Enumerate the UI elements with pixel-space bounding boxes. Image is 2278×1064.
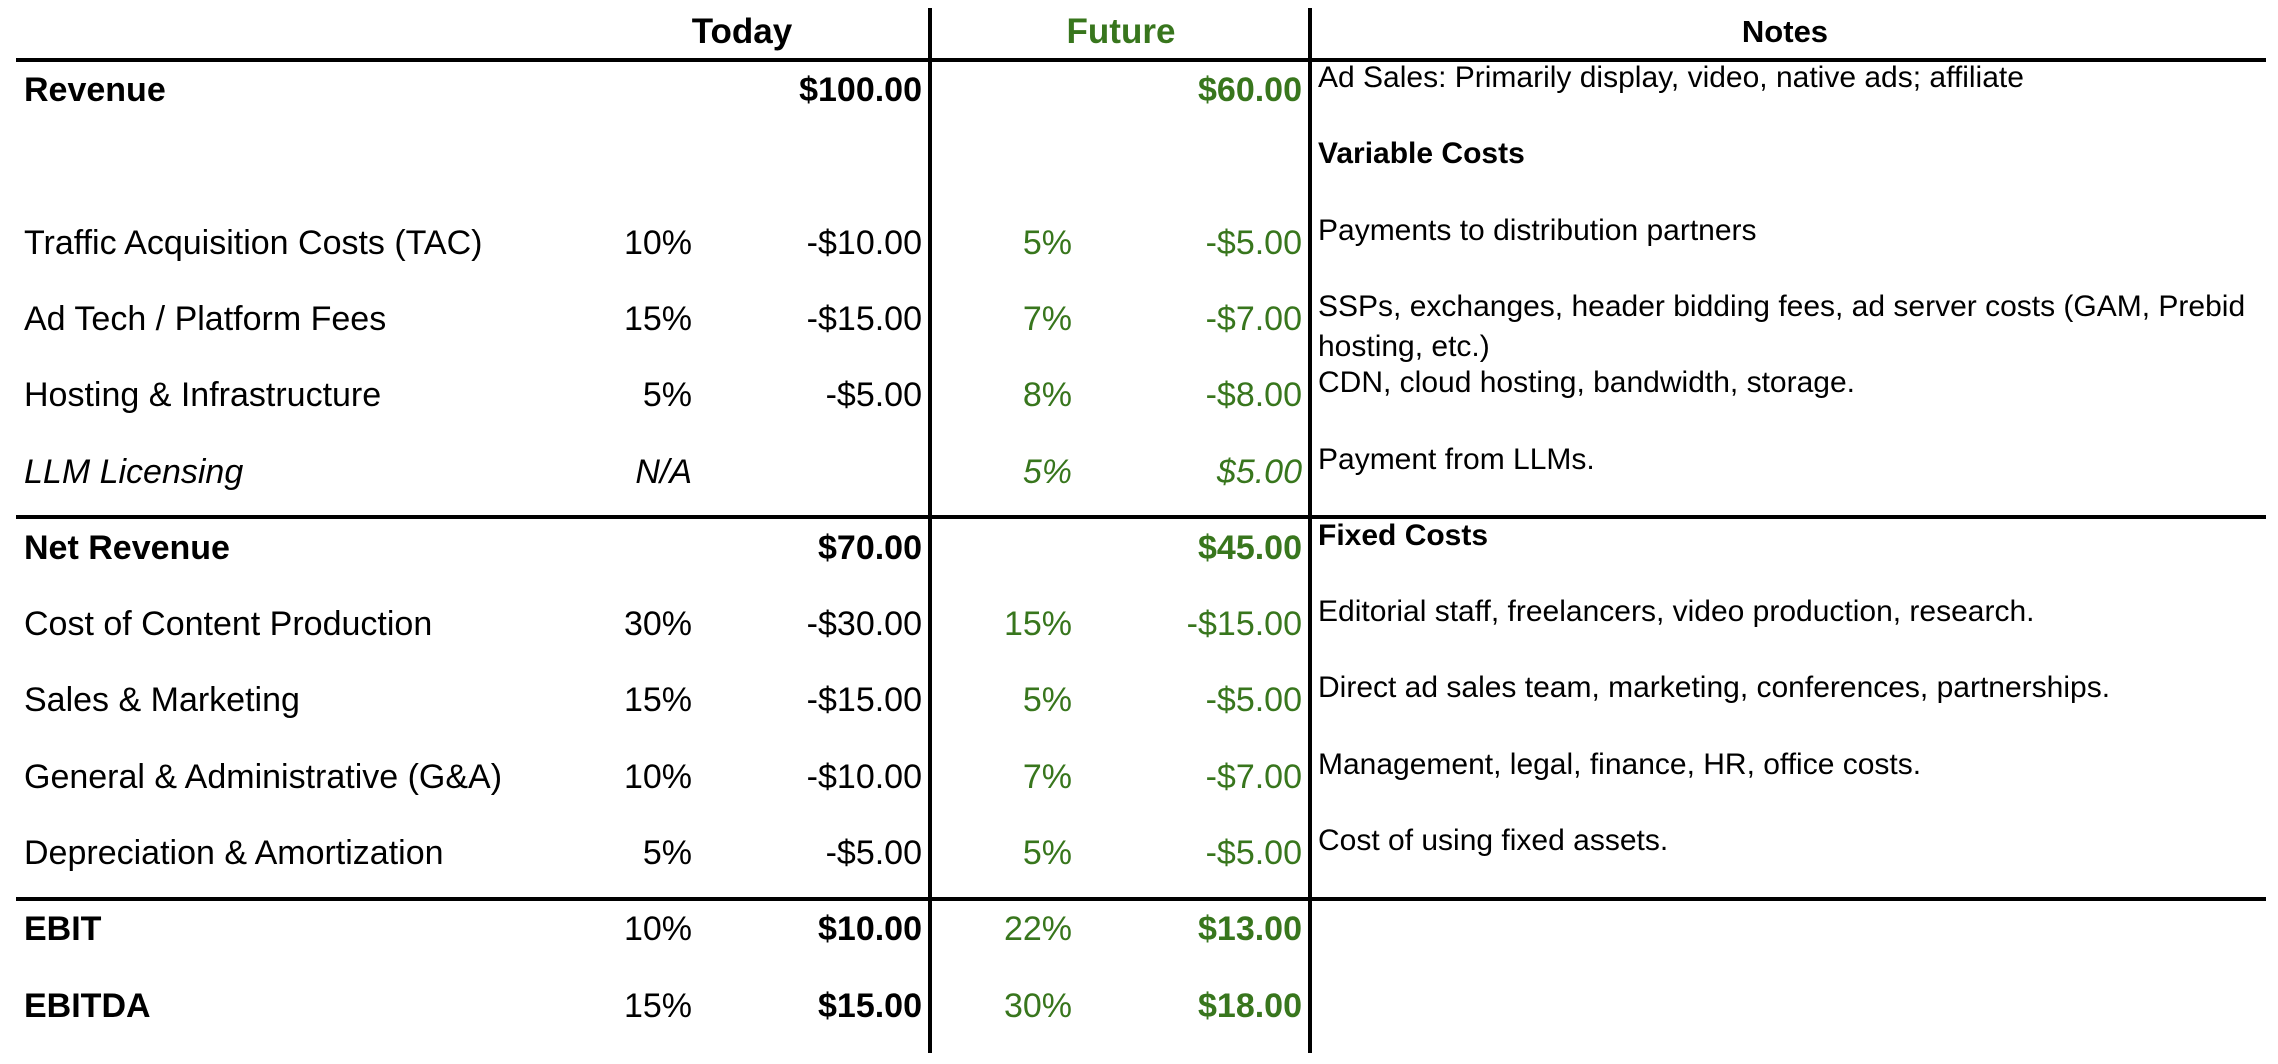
future-percent: [940, 510, 1072, 586]
row-label: LLM Licensing: [24, 452, 244, 491]
future-value: -$5.00: [1205, 223, 1302, 262]
row-label: Sales & Marketing: [24, 681, 300, 720]
future-value: -$5.00: [1205, 681, 1302, 720]
today-percent: [560, 128, 692, 204]
future-value: -$7.00: [1205, 299, 1302, 338]
row-note: SSPs, exchanges, header bidding fees, ad server costs (GAM, Prebid hosting, etc.): [1318, 289, 2246, 363]
table-row: [0, 586, 2278, 662]
notes-header: Notes: [1741, 14, 1829, 49]
row-label: EBIT: [24, 910, 102, 949]
table-row: [0, 434, 2278, 510]
today-value: -$5.00: [825, 376, 922, 415]
row-label: Net Revenue: [24, 528, 230, 567]
row-note: Payments to distribution partners: [1318, 213, 1757, 247]
today-percent: N/A: [635, 452, 692, 491]
today-percent: 5%: [642, 834, 692, 872]
row-label: Depreciation & Amortization: [24, 834, 444, 872]
future-percent: 5%: [1022, 681, 1072, 720]
today-percent: [560, 510, 692, 586]
today-value: [720, 128, 922, 204]
future-value: -$15.00: [1186, 605, 1302, 644]
table-row: [0, 891, 2278, 967]
today-percent: 5%: [642, 376, 692, 415]
row-label: Revenue: [24, 71, 166, 109]
today-value: -$15.00: [806, 299, 922, 338]
today-value: -$30.00: [806, 605, 922, 644]
row-label: Cost of Content Production: [24, 605, 433, 644]
future-percent: 7%: [1022, 299, 1072, 338]
today-header: Today: [691, 12, 793, 51]
today-percent: 15%: [623, 681, 692, 720]
row-label: EBITDA: [24, 986, 151, 1025]
table-row: [0, 52, 2278, 128]
future-value: $60.00: [1198, 71, 1302, 109]
future-value: -$5.00: [1205, 834, 1302, 872]
future-header: Future: [1066, 12, 1176, 51]
today-percent: 15%: [623, 299, 692, 338]
today-percent: 10%: [623, 757, 692, 796]
row-note: Ad Sales: Primarily display, video, native ads; affiliate: [1318, 61, 2024, 94]
today-value: $15.00: [818, 986, 922, 1025]
row-label: General & Administrative (G&A): [24, 757, 503, 796]
future-percent: 30%: [1003, 986, 1072, 1025]
future-percent: 5%: [1022, 223, 1072, 262]
future-percent: [940, 52, 1072, 128]
table-row: [0, 510, 2278, 586]
future-value: -$7.00: [1205, 757, 1302, 796]
table-row: [0, 281, 2278, 363]
row-note: Direct ad sales team, marketing, conferences, partnerships.: [1318, 671, 2111, 705]
today-value: -$15.00: [806, 681, 922, 720]
future-value: [1100, 128, 1302, 204]
future-value: $18.00: [1198, 986, 1302, 1025]
table-row: [0, 739, 2278, 815]
table-row: [0, 968, 2278, 1044]
today-percent: 10%: [623, 223, 692, 262]
row-note: Variable Costs: [1318, 137, 1525, 171]
today-value: [720, 434, 922, 510]
row-note: Editorial staff, freelancers, video production, research.: [1318, 595, 2035, 629]
table-row: [0, 205, 2278, 281]
row-note: Payment from LLMs.: [1318, 442, 1595, 476]
row-label: Ad Tech / Platform Fees: [24, 299, 387, 338]
future-value: -$8.00: [1205, 376, 1302, 415]
today-value: -$5.00: [825, 834, 922, 872]
row-note: Fixed Costs: [1318, 518, 1489, 552]
future-value: $45.00: [1198, 528, 1302, 567]
future-value: $13.00: [1198, 910, 1302, 949]
today-percent: [560, 52, 692, 128]
today-value: -$10.00: [806, 223, 922, 262]
row-note: CDN, cloud hosting, bandwidth, storage.: [1318, 366, 1855, 400]
future-percent: [940, 128, 1072, 204]
today-percent: 30%: [623, 605, 692, 644]
future-value: $5.00: [1216, 452, 1302, 491]
today-percent: 15%: [623, 986, 692, 1025]
today-value: $70.00: [818, 528, 922, 567]
table-row: [0, 128, 2278, 204]
future-percent: 7%: [1022, 757, 1072, 796]
today-percent: 10%: [623, 910, 692, 949]
today-value: $10.00: [818, 910, 922, 949]
future-percent: 8%: [1022, 376, 1072, 415]
row-note: Cost of using fixed assets.: [1318, 824, 1669, 857]
future-percent: 22%: [1003, 910, 1072, 949]
today-value: $100.00: [799, 71, 922, 109]
row-label: Hosting & Infrastructure: [24, 376, 382, 415]
table-row: [0, 815, 2278, 891]
future-percent: 5%: [1022, 452, 1072, 491]
future-percent: 5%: [1022, 834, 1072, 872]
row-note: Management, legal, finance, HR, office costs.: [1318, 747, 1922, 781]
table-row: [0, 662, 2278, 738]
future-percent: 15%: [1003, 605, 1072, 644]
row-label: Traffic Acquisition Costs (TAC): [24, 223, 483, 262]
table-row: [0, 357, 2278, 433]
today-value: -$10.00: [806, 757, 922, 796]
